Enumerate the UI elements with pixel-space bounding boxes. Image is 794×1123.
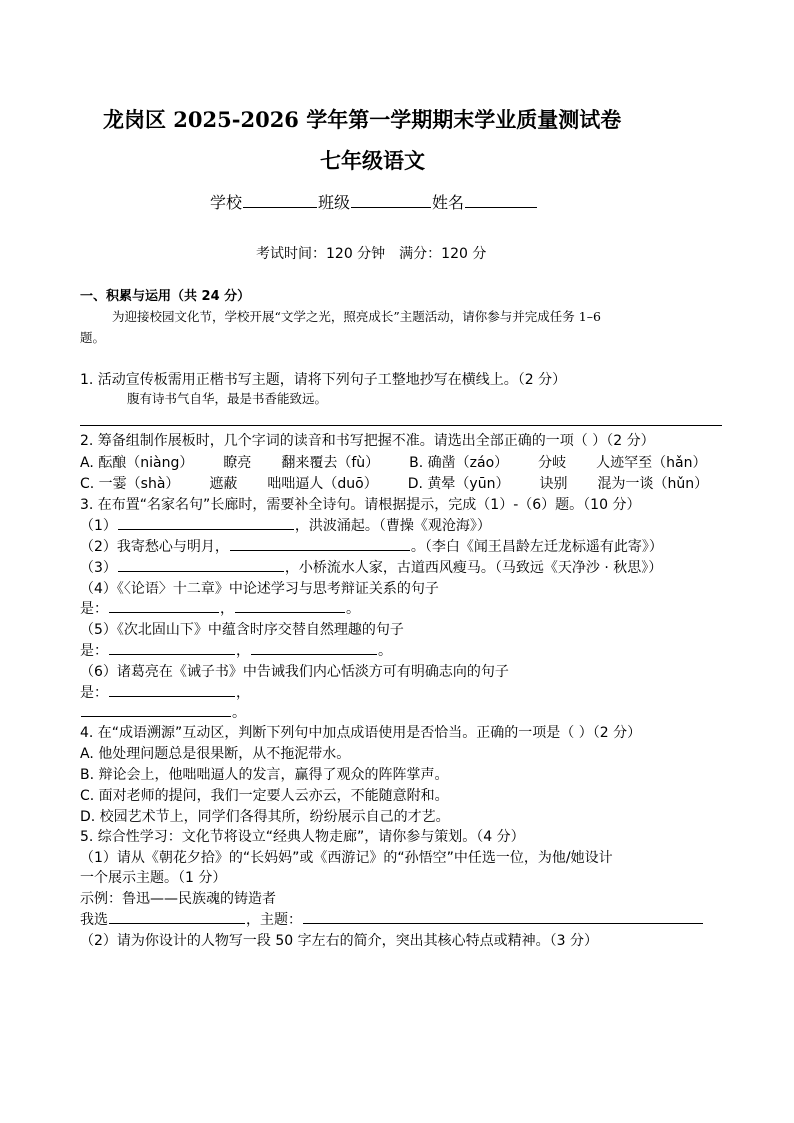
q1-answer-line[interactable] <box>80 425 722 426</box>
school-label: 学校 <box>210 193 243 212</box>
comma: ， <box>236 685 250 701</box>
q5-part1-line1: （1）请从《朝花夕拾》的“长妈妈”或《西游记》的“孙悟空”中任选一位，为他/她设计 <box>80 850 613 866</box>
comma: ， <box>220 601 234 617</box>
section-intro-line2: 题。 <box>80 330 106 345</box>
theme-label: ，主题： <box>246 912 302 928</box>
q5-example: 示例：鲁迅——民族魂的铸造者 <box>80 891 276 907</box>
q3-item4-answer <box>80 598 360 618</box>
theme-blank[interactable] <box>303 909 703 924</box>
q3-item3 <box>80 557 662 577</box>
q2-a3: 翻来覆去（fù） <box>281 455 380 471</box>
exam-subtitle: 七年级语文 <box>320 148 425 173</box>
class-label: 班级 <box>318 193 351 212</box>
q3-item2-blank[interactable] <box>230 536 410 551</box>
q5-part2: （2）请为你设计的人物写一段 50 字左右的简介，突出其核心特点或精神。（3 分） <box>80 933 598 949</box>
q4-option-a: A. 他处理问题总是很果断，从不拖泥带水。 <box>80 746 351 762</box>
q3-item6-answer-a <box>80 682 250 702</box>
q1-stem: 1. 活动宣传板需用正楷书写主题，请将下列句子工整地抄写在横线上。（2 分） <box>80 372 567 388</box>
q2-row-cd <box>80 473 708 493</box>
period: 。 <box>378 643 392 659</box>
q3-item1-blank[interactable] <box>118 515 294 530</box>
answer-label: 是： <box>80 601 108 617</box>
answer-label: 是： <box>80 643 108 659</box>
q2-b1: B. 确凿（záo） <box>409 455 509 471</box>
q2-a1: A. 酝酿（niàng） <box>80 455 194 471</box>
q4-stem: 4. 在“成语溯源”互动区，判断下列句中加点成语使用是否恰当。正确的一项是（ ）（2 分） <box>80 725 642 741</box>
q2-b2: 分岐 <box>538 455 567 471</box>
q1-sentence: 腹有诗书气自华，最是书香能致远。 <box>127 391 328 406</box>
class-blank[interactable] <box>351 193 431 208</box>
q2-row-ab <box>80 452 706 472</box>
exam-time: 考试时间：120 分钟 <box>256 246 386 262</box>
q2-c1: C. 一霎（shà） <box>80 476 180 492</box>
name-blank[interactable] <box>465 193 537 208</box>
exam-title: 龙岗区 2025-2026 学年第一学期期末学业质量测试卷 <box>103 107 622 132</box>
choose-label: 我选 <box>80 912 108 928</box>
period: 。 <box>346 601 360 617</box>
q2-a2: 瞭亮 <box>223 455 252 471</box>
q4-option-b: B. 辩论会上，他咄咄逼人的发言，赢得了观众的阵阵掌声。 <box>80 767 449 783</box>
q2-b3: 人迹罕至（hǎn） <box>596 455 707 471</box>
q2-stem: 2. 筹备组制作展板时，几个字词的读音和书写把握不准。请选出全部正确的一项（ ）（2 分） <box>80 433 655 449</box>
q3-item6-answer-b <box>80 702 246 722</box>
q4-option-c: C. 面对老师的提问，我们一定要人云亦云，不能随意附和。 <box>80 788 449 804</box>
q3-item1-prefix: （1） <box>80 518 117 534</box>
q2-c3: 咄咄逼人（duō） <box>267 476 378 492</box>
q3-item6-blank1[interactable] <box>109 682 235 697</box>
q3-item5-answer <box>80 640 392 660</box>
name-label: 姓名 <box>432 193 465 212</box>
q3-item3-blank[interactable] <box>118 557 284 572</box>
comma: ， <box>236 643 250 659</box>
period: 。 <box>232 705 246 721</box>
q5-choice-row <box>80 909 704 929</box>
q2-c2: 遮蔽 <box>209 476 238 492</box>
q3-item3-prefix: （3） <box>80 560 117 576</box>
q4-option-d: D. 校园艺术节上，同学们各得其所，纷纷展示自己的才艺。 <box>80 809 450 825</box>
q3-item5-blank2[interactable] <box>251 640 377 655</box>
q3-item5: （5）《次北固山下》中蕴含时序交替自然理趣的句子 <box>80 622 404 638</box>
q3-item1-suffix: ，洪波涌起。（曹操《观沧海》） <box>294 518 491 534</box>
q3-item2-suffix: 。（李白《闻王昌龄左迁龙标遥有此寄》） <box>410 539 663 555</box>
q5-part1-line2: 一个展示主题。（1 分） <box>80 870 227 886</box>
q3-stem: 3. 在布置“名家名句”长廊时，需要补全诗句。请根据提示，完成（1）-（6）题。（10 分） <box>80 497 641 513</box>
q5-stem: 5. 综合性学习：文化节将设立“经典人物走廊”，请你参与策划。（4 分） <box>80 829 525 845</box>
q3-item6: （6）诸葛亮在《诫子书》中告诫我们内心恬淡方可有明确志向的句子 <box>80 664 509 680</box>
student-info-row <box>210 190 538 213</box>
character-choice-blank[interactable] <box>109 909 245 924</box>
q3-item5-blank1[interactable] <box>109 640 235 655</box>
exam-meta <box>256 243 486 263</box>
section-intro-line1: 为迎接校园文化节，学校开展“文学之光，照亮成长”主题活动，请你参与并完成任务 1–6 <box>112 309 601 324</box>
q2-d1: D. 黄晕（yūn） <box>407 476 510 492</box>
full-score: 满分：120 分 <box>399 246 487 262</box>
q3-item4-blank2[interactable] <box>235 598 345 613</box>
q3-item4-blank1[interactable] <box>109 598 219 613</box>
answer-label: 是： <box>80 685 108 701</box>
q3-item2-prefix: （2）我寄愁心与明月， <box>80 539 229 555</box>
q2-d3: 混为一谈（hǔn） <box>597 476 709 492</box>
q3-item1 <box>80 515 491 535</box>
q3-item6-blank2[interactable] <box>81 702 231 717</box>
q3-item4: （4）《〈论语〉十二章》中论述学习与思考辩证关系的句子 <box>80 581 439 597</box>
q3-item2 <box>80 536 663 556</box>
section-heading: 一、积累与运用（共 24 分） <box>80 289 251 304</box>
q3-item3-suffix: ，小桥流水人家，古道西风瘦马。（马致远《天净沙 · 秋思》） <box>284 560 663 576</box>
q2-d2: 诀别 <box>539 476 568 492</box>
school-blank[interactable] <box>243 193 317 208</box>
